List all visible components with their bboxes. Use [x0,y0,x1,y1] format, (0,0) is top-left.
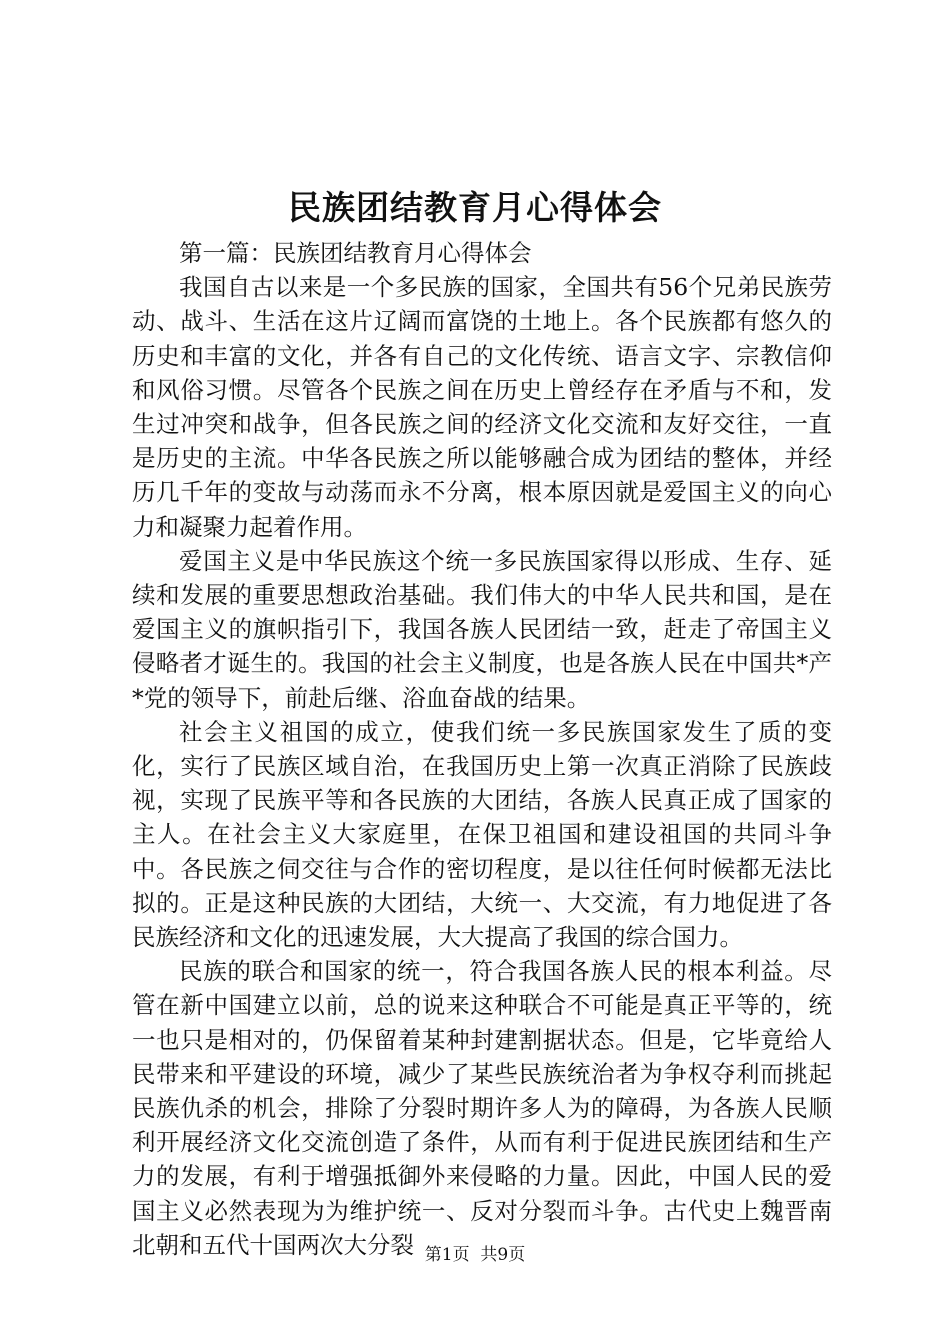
page-footer [0,1244,950,1266]
page-total: 共9页 [480,1245,526,1265]
paragraph: 我国自古以来是一个多民族的国家，全国共有56个兄弟民族劳动、战斗、生活在这片辽阔而富饶的土地上。各个民族都有悠久的历史和丰富的文化，并各有自己的文化传统、语言文字、宗教信仰和风俗习惯。尽管各个民族之间在历史上曾经存在矛盾与不和，发生过冲突和战争，但各民族之间的经济文化交流和友好交往，一直是历史的主流。中华各民族之所以能够融合成为团结的整体，并经历几千年的变故与动荡而永不分离，根本原因就是爱国主义的向心力和凝聚力起着作用。 [132,273,832,541]
document-body [132,236,832,1262]
document-title: 民族团结教育月心得体会 [288,188,662,227]
paragraph: 爱国主义是中华民族这个统一多民族国家得以形成、生存、延续和发展的重要思想政治基础。我们伟大的中华人民共和国，是在爱国主义的旗帜指引下，我国各族人民团结一致，赶走了帝国主义侵略者才诞生的。我国的社会主义制度，也是各族人民在中国共*产*党的领导下，前赴后继、浴血奋战的结果。 [132,546,832,712]
paragraph: 社会主义祖国的成立，使我们统一多民族国家发生了质的变化，实行了民族区域自治，在我国历史上第一次真正消除了民族歧视，实现了民族平等和各民族的大团结，各族人民真正成了国家的主人。在社会主义大家庭里，在保卫祖国和建设祖国的共同斗争中。各民族之伺交往与合作的密切程度，是以往任何时候都无法比拟的。正是这种民族的大团结，大统一、大交流，有力地促进了各民族经济和文化的迅速发展，大大提高了我国的综合国力。 [132,717,832,952]
paragraph: 民族的联合和国家的统一，符合我国各族人民的根本利益。尽管在新中国建立以前，总的说来这种联合不可能是真正平等的，统一也只是相对的，仍保留着某种封建割据状态。但是，它毕竟给人民带来和平建设的环境，减少了某些民族统治者为争权夺利而挑起民族仇杀的机会，排除了分裂时期许多人为的障碍，为各族人民顺利开展经济文化交流创造了条件，从而有利于促进民族团结和生产力的发展，有利于增强抵御外来侵略的力量。因此，中国人民的爱国主义必然表现为为维护统一、反对分裂而斗争。古代史上魏晋南北朝和五代十国两次大分裂 [132,957,832,1259]
page-number: 第1页 [424,1245,470,1265]
section-heading: 第一篇：民族团结教育月心得体会 [179,239,532,267]
